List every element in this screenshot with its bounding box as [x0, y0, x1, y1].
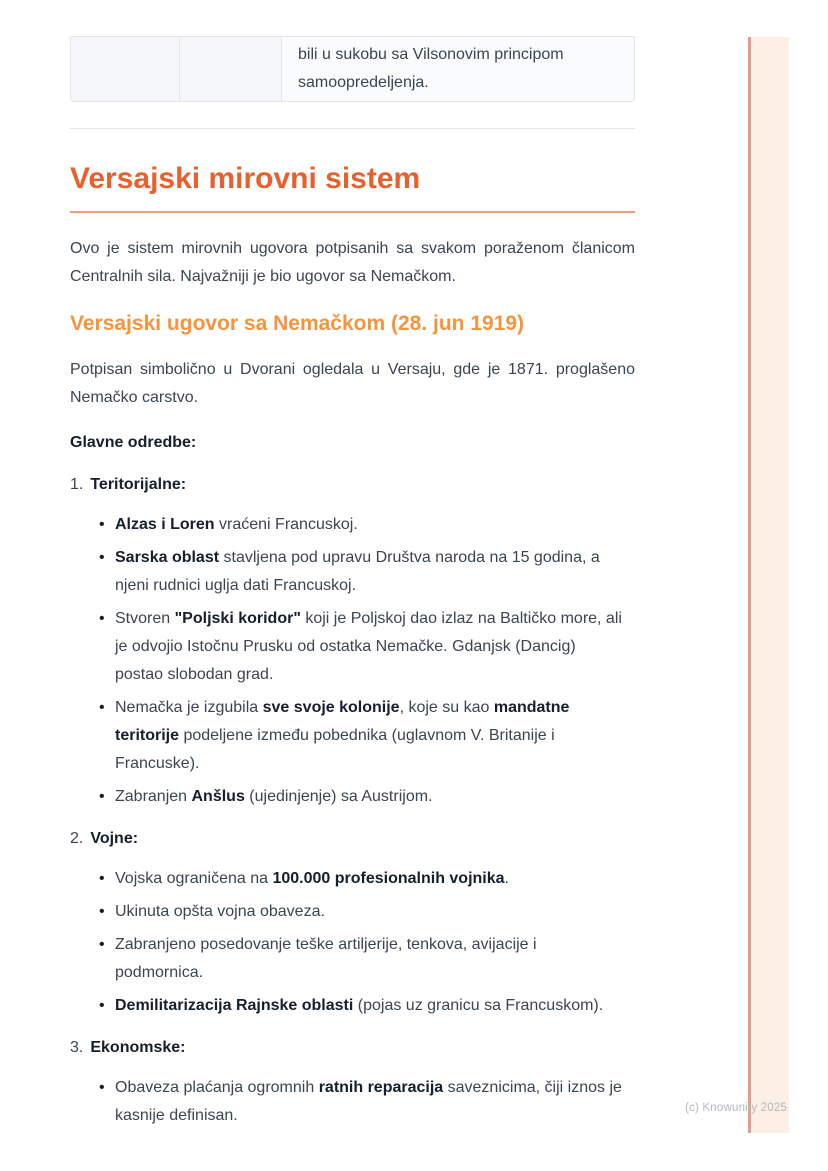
numbered-item	[70, 471, 635, 811]
bullet-list	[115, 511, 635, 811]
bullet-item	[115, 605, 635, 689]
numbered-item	[70, 1034, 635, 1130]
bullet-item	[115, 898, 635, 926]
bullet-text: Alzas i Loren vraćeni Francuskoj.	[115, 516, 358, 533]
bullet-item	[115, 783, 635, 811]
page-edge-decoration	[748, 37, 789, 1133]
copyright-watermark: (c) Knowunity 2025	[685, 1102, 788, 1114]
bullet-item	[115, 865, 635, 893]
bullet-item	[115, 992, 635, 1020]
document-content	[70, 0, 635, 1130]
table-cell-empty-1	[71, 37, 179, 101]
bullet-text: Stvoren "Poljski koridor" koji je Poljskoj dao izlaz na Baltičko more, ali je odvojio Istočnu Prusku od ostatka Nemačke. Gdanjsk (Dancig) postao slobodan grad.	[115, 610, 622, 683]
page-title: Versajski mirovni sistem	[70, 160, 635, 213]
item-title: Vojne:	[90, 830, 139, 847]
numbered-item	[70, 825, 635, 1020]
bullet-text: Demilitarizacija Rajnske oblasti (pojas uz granicu sa Francuskom).	[115, 997, 604, 1014]
bullet-item	[115, 544, 635, 600]
bullet-item	[115, 511, 635, 539]
bullet-text: Sarska oblast stavljena pod upravu Društva naroda na 15 godina, a njeni rudnici uglja dati Francuskoj.	[115, 549, 600, 594]
list-intro-label: Glavne odredbe:	[70, 434, 197, 451]
subsection-paragraph: Potpisan simbolično u Dvorani ogledala u Versaju, gde je 1871. proglašeno Nemačko carstvo.	[70, 361, 635, 406]
bullet-text: Nemačka je izgubila sve svoje kolonije, koje su kao mandatne teritorije podeljene između pobednika (uglavnom V. Britanije i Francuske).	[115, 699, 570, 772]
item-title: Teritorijalne:	[90, 476, 187, 493]
item-title: Ekonomske:	[90, 1039, 186, 1056]
table-cell-empty-2	[179, 37, 281, 101]
list-intro	[70, 429, 635, 457]
bullet-list	[115, 1074, 635, 1130]
bullet-item	[115, 1074, 635, 1130]
bullet-list	[115, 865, 635, 1020]
intro-paragraph: Ovo je sistem mirovnih ugovora potpisanih sa svakom poraženom članicom Centralnih sila. Najvažniji je bio ugovor sa Nemačkom.	[70, 240, 635, 285]
bullet-item	[115, 694, 635, 778]
bullet-text: Zabranjen Anšlus (ujedinjenje) sa Austrijom.	[115, 788, 433, 805]
bullet-text: Ukinuta opšta vojna obaveza.	[115, 903, 325, 920]
provisions-list	[70, 471, 635, 1130]
item-number: 2.	[70, 830, 84, 847]
item-number: 1.	[70, 476, 84, 493]
subsection-title: Versajski ugovor sa Nemačkom (28. jun 1919)	[70, 312, 525, 335]
section-divider	[70, 128, 635, 129]
table-fragment	[70, 36, 635, 102]
table-cell-text: bili u sukobu sa Vilsonovim principom samoopredeljenja.	[281, 37, 635, 101]
bullet-text: Obaveza plaćanja ogromnih ratnih reparacija saveznicima, čiji iznos je kasnije definisan.	[115, 1079, 622, 1124]
bullet-text: Zabranjeno posedovanje teške artiljerije, tenkova, avijacije i podmornica.	[115, 936, 537, 981]
bullet-text: Vojska ograničena na 100.000 profesionalnih vojnika.	[115, 870, 509, 887]
item-number: 3.	[70, 1039, 84, 1056]
bullet-item	[115, 931, 635, 987]
